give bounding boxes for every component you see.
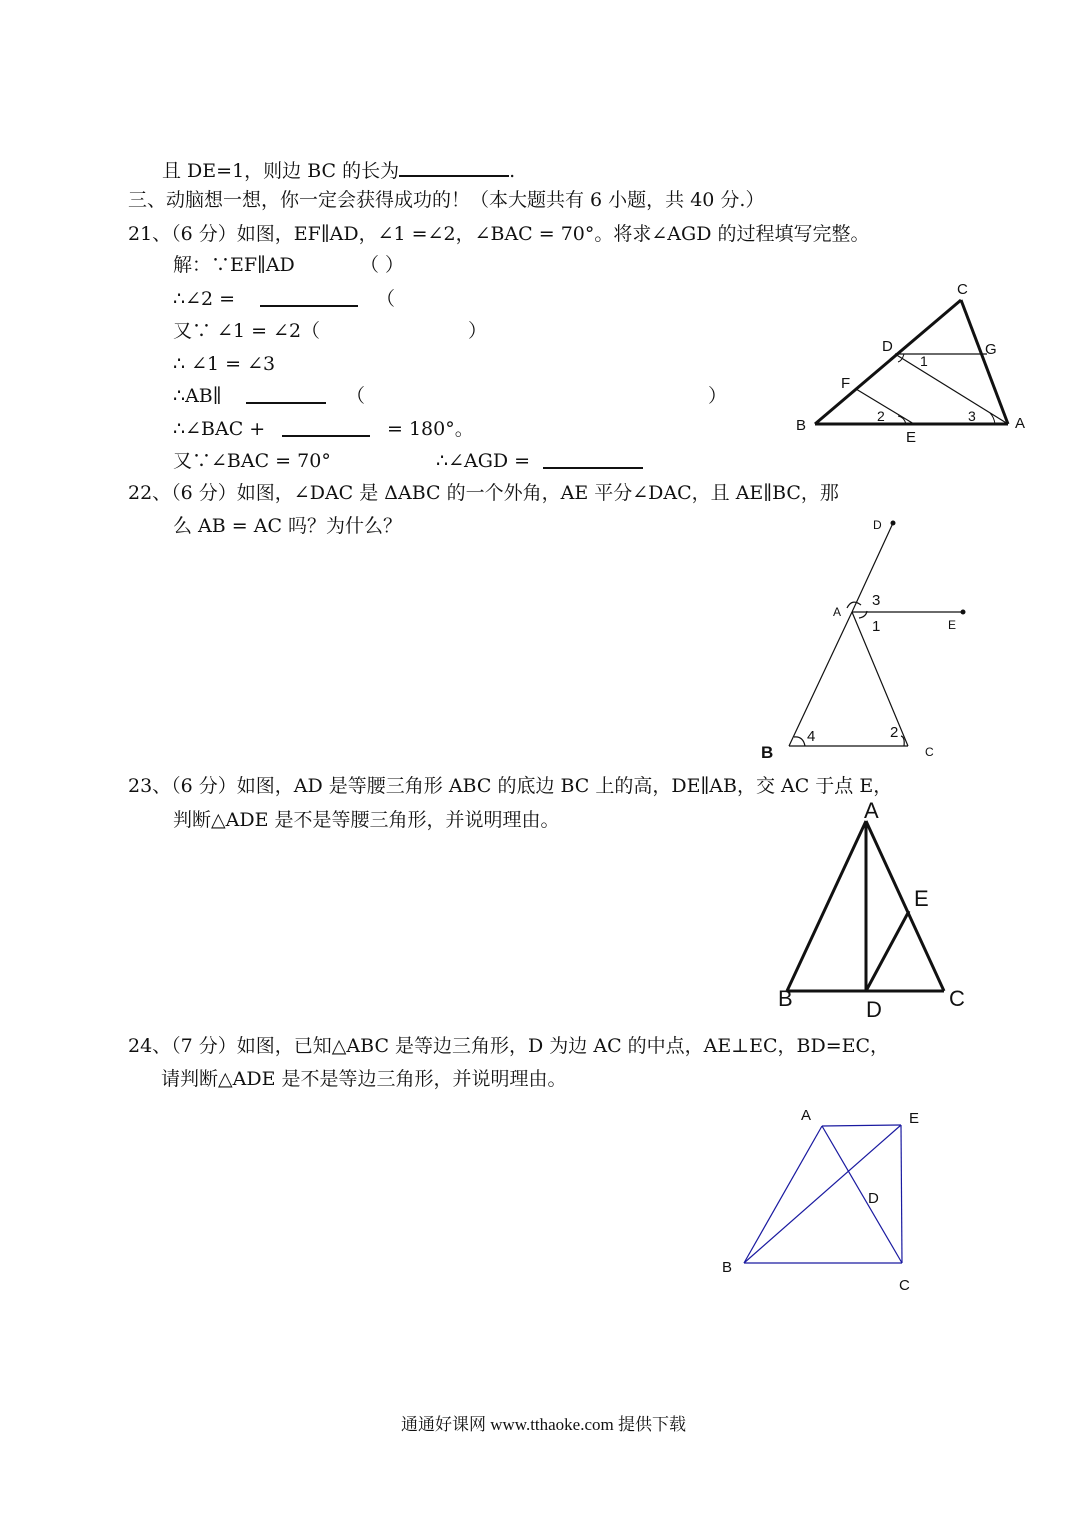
q21-step7b: ∴∠AGD = (436, 450, 531, 472)
label-e: E (909, 1110, 920, 1127)
label-d: D (868, 1190, 879, 1207)
label-angle-1: 1 (920, 353, 928, 369)
label-a: A (864, 798, 879, 823)
q21-step2-blank-wrap (260, 287, 358, 313)
q24-stem-line2: 请判断△ADE 是不是等边三角形，并说明理由。 (161, 1068, 567, 1090)
segment-fe (856, 389, 914, 424)
q21-step6-blank-wrap (282, 417, 370, 443)
label-c: C (899, 1277, 910, 1294)
label-a: A (801, 1107, 812, 1124)
answer-blank[interactable] (246, 384, 326, 404)
segment-ec (901, 1125, 902, 1263)
label-angle-2: 2 (877, 408, 885, 424)
label-b: B (722, 1259, 733, 1276)
segment-de (866, 911, 909, 991)
label-g: G (985, 341, 997, 358)
angle2-arc (901, 736, 904, 746)
q21-step3: 又∵ ∠1 = ∠2（ (173, 320, 321, 342)
segment-ab (789, 612, 852, 746)
label-d: D (882, 338, 893, 355)
label-b: B (796, 417, 807, 434)
segment-ac (822, 1126, 902, 1263)
q24-stem: 24、（7 分）如图，已知△ABC 是等边三角形，D 为边 AC 的中点，AE⊥EC，BD=EC， (128, 1035, 890, 1057)
q22-stem: 22、（6 分）如图，∠DAC 是 ΔABC 的一个外角，AE 平分∠DAC，且 AE∥BC，那 (128, 482, 839, 504)
segment-ac (866, 821, 944, 991)
label-angle-3: 3 (968, 408, 976, 424)
segment-ae (822, 1125, 901, 1126)
q23-stem-line2: 判断△ADE 是不是等腰三角形，并说明理由。 (173, 809, 560, 831)
prev-question-line (162, 157, 515, 183)
prev-question-end: . (509, 160, 516, 182)
point-e (961, 610, 966, 615)
segment-bc (815, 300, 961, 424)
label-e: E (914, 886, 929, 911)
label-a: A (1015, 415, 1026, 432)
q21-step4: ∴ ∠1 = ∠3 (173, 353, 276, 375)
label-d: D (866, 997, 882, 1022)
label-c: C (957, 281, 968, 298)
label-d: D (873, 518, 882, 532)
q21-step2-reason: （ (376, 288, 396, 310)
label-f: F (841, 375, 851, 392)
q22-figure (755, 510, 985, 765)
label-a: A (833, 605, 842, 619)
q21-step1: 解：∵EF∥AD (173, 254, 295, 276)
q21-figure (780, 270, 1060, 460)
answer-blank[interactable] (260, 287, 358, 307)
label-c: C (925, 745, 934, 759)
angle4-arc (794, 737, 805, 746)
point-d (891, 521, 896, 526)
label-angle-3: 3 (872, 592, 881, 609)
label-b: B (761, 743, 774, 762)
label-angle-2: 2 (890, 724, 899, 741)
label-angle-1: 1 (872, 618, 881, 635)
q21-step3-close: ） (468, 320, 488, 342)
q23-stem: 23、（6 分）如图，AD 是等腰三角形 ABC 的底边 BC 上的高，DE∥AB，交 AC 于点 E， (128, 775, 893, 797)
answer-blank[interactable] (543, 449, 643, 469)
q22-stem-line2: 么 AB = AC 吗？为什么？ (173, 515, 403, 537)
q21-step6-end: = 180°。 (387, 418, 474, 440)
q21-step7a: 又∵∠BAC = 70° (173, 450, 331, 472)
segment-ab (787, 821, 866, 991)
segment-ca (961, 300, 1008, 424)
q21-step5: ∴AB∥ (173, 385, 222, 407)
q21-step5-blank-wrap (246, 384, 326, 410)
label-b: B (778, 986, 793, 1011)
q21-step7-blank-wrap (543, 449, 643, 475)
segment-ab (744, 1126, 822, 1263)
q21-stem: 21、（6 分）如图，EF∥AD，∠1 =∠2，∠BAC = 70°。将求∠AGD 的过程填写完整。 (128, 223, 870, 245)
label-angle-4: 4 (807, 728, 816, 745)
label-c: C (949, 986, 965, 1011)
q23-figure (770, 795, 980, 1025)
q21-step1-reason: （ ） (360, 254, 405, 276)
page-footer: 通通好课网 www.tthaoke.com 提供下载 (400, 1415, 687, 1434)
label-e: E (906, 429, 917, 446)
q24-figure (715, 1095, 935, 1305)
answer-blank[interactable] (399, 157, 509, 177)
q21-step2: ∴∠2 = (173, 288, 236, 310)
label-e: E (948, 618, 957, 632)
prev-question-text: 且 DE=1，则边 BC 的长为 (162, 160, 400, 182)
section-title: 三、动脑想一想，你一定会获得成功的！（本大题共有 6 小题，共 40 分.） (128, 189, 765, 211)
q21-step5-close: ） (708, 385, 728, 407)
q21-step5-reason: （ (346, 385, 366, 407)
answer-blank[interactable] (282, 417, 370, 437)
q21-step6: ∴∠BAC + (173, 418, 266, 440)
